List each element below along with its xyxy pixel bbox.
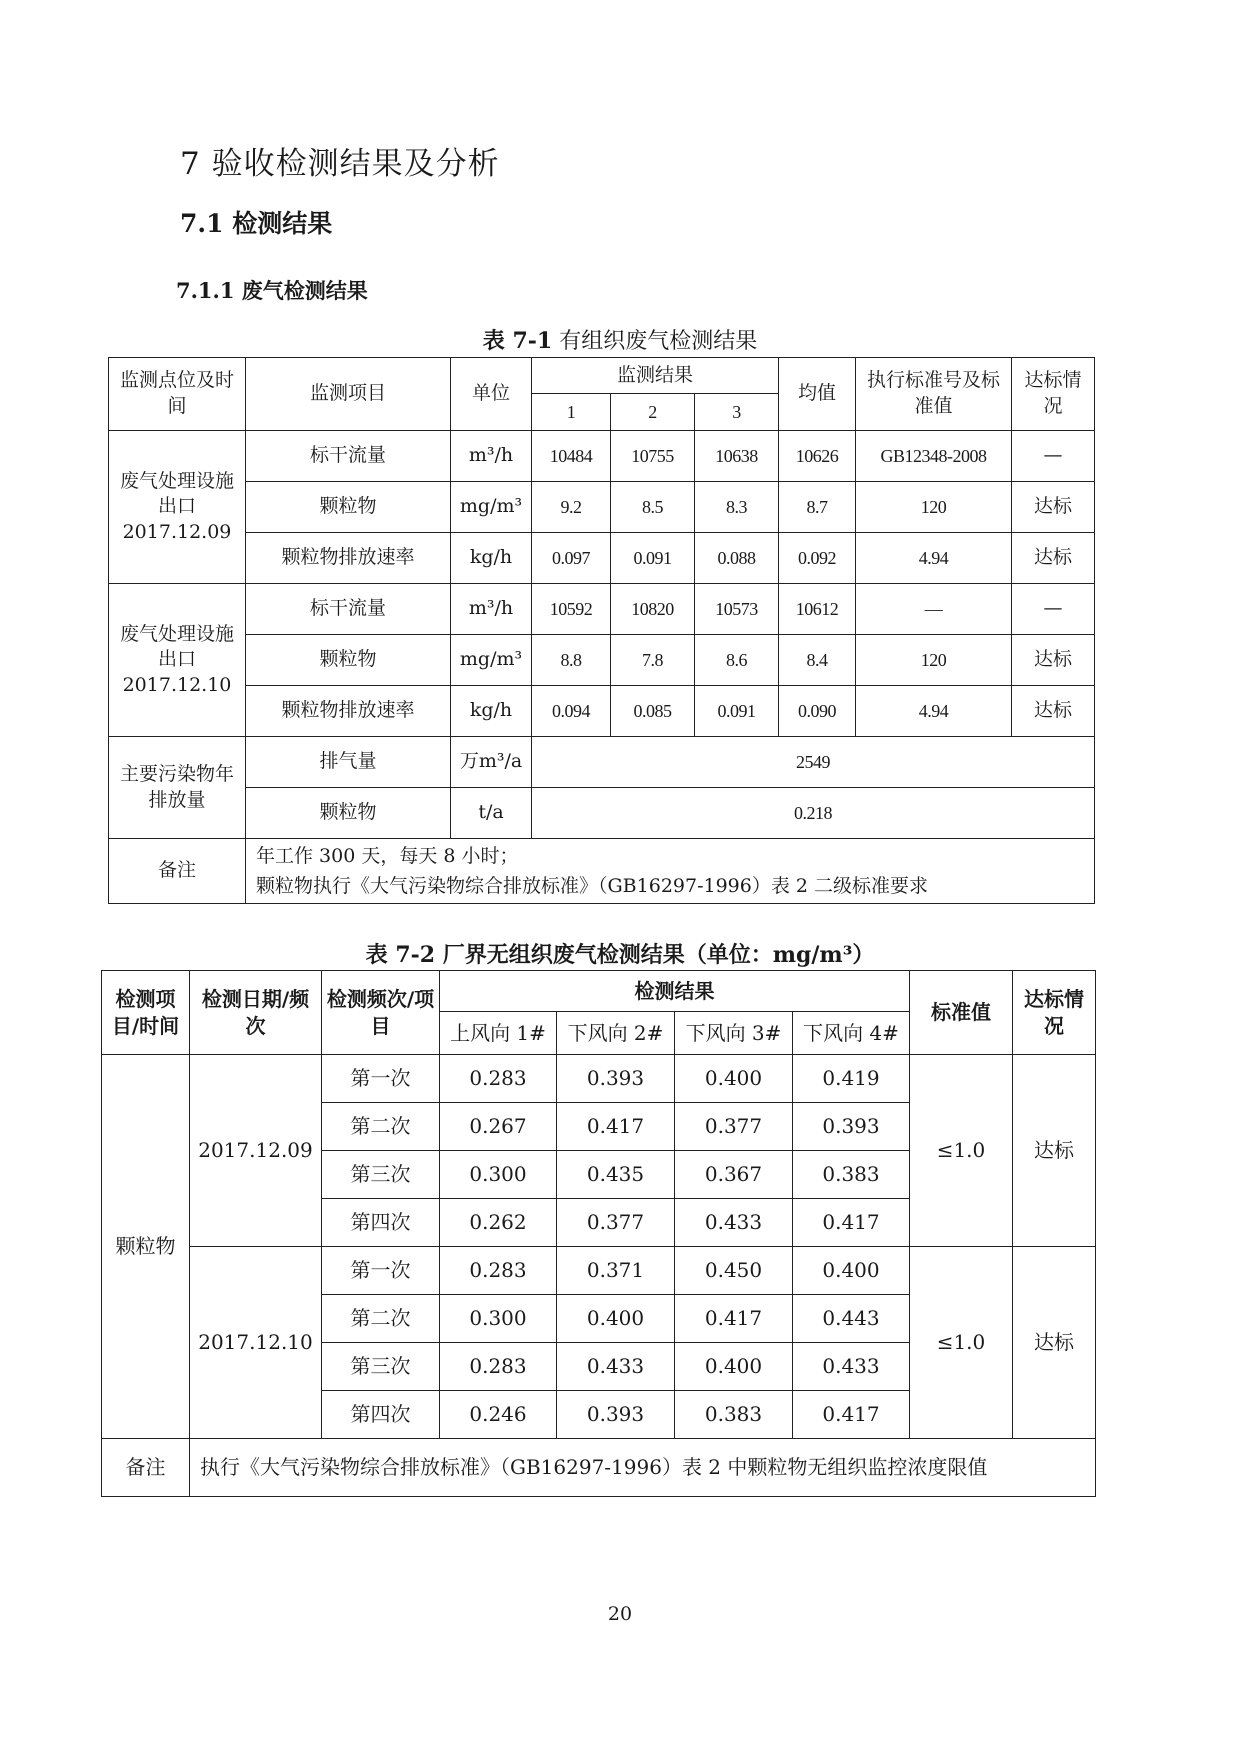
mean-cell: 8.7 xyxy=(779,482,856,533)
header-point-2: 下风向 2# xyxy=(557,1012,675,1055)
table-row xyxy=(102,1055,1096,1103)
point-date: 2017.12.09 xyxy=(122,520,232,543)
date-cell: 2017.12.09 xyxy=(190,1055,322,1247)
value-cell: 0.267 xyxy=(440,1103,557,1151)
freq-cell: 第四次 xyxy=(322,1391,440,1439)
table-organized-emission xyxy=(108,357,1095,904)
table2-note-row xyxy=(102,1439,1096,1497)
unit-cell: t/a xyxy=(451,788,532,839)
freq-cell: 第一次 xyxy=(322,1055,440,1103)
value-cell: 0.377 xyxy=(675,1103,793,1151)
header-item: 监测项目 xyxy=(246,358,451,431)
standard-cell: 4.94 xyxy=(856,686,1012,737)
value-cell: 10573 xyxy=(695,584,779,635)
item-cell: 颗粒物 xyxy=(246,788,451,839)
value-cell: 0.085 xyxy=(611,686,695,737)
table1-caption-number: 表 7-1 xyxy=(482,328,553,354)
sub-subsection-title: 7.1.1 废气检测结果 xyxy=(176,278,368,303)
header-point-3: 下风向 3# xyxy=(675,1012,793,1055)
annual-value: 2549 xyxy=(532,737,1095,788)
value-cell: 0.417 xyxy=(557,1103,675,1151)
header-result: 监测结果 xyxy=(532,358,779,394)
table2-caption: 表 7-2 厂界无组织废气检测结果（单位：mg/m³） xyxy=(365,942,875,968)
page-number: 20 xyxy=(607,1603,633,1625)
table-row xyxy=(102,1247,1096,1295)
value-cell: 9.2 xyxy=(532,482,611,533)
value-cell: 0.417 xyxy=(793,1199,910,1247)
date-cell: 2017.12.10 xyxy=(190,1247,322,1439)
unit-cell: m³/h xyxy=(451,584,532,635)
table1-header-row xyxy=(109,358,1095,394)
standard-cell: 4.94 xyxy=(856,533,1012,584)
table-row xyxy=(109,686,1095,737)
note-line: 年工作 300 天，每天 8 小时； xyxy=(256,844,519,867)
value-cell: 0.246 xyxy=(440,1391,557,1439)
header-status: 达标情况 xyxy=(1013,971,1096,1055)
value-cell: 10592 xyxy=(532,584,611,635)
header-mean: 均值 xyxy=(779,358,856,431)
value-cell: 10638 xyxy=(695,431,779,482)
status-cell: — xyxy=(1012,431,1095,482)
point-cell xyxy=(109,584,246,737)
value-cell: 0.433 xyxy=(557,1343,675,1391)
status-cell: 达标 xyxy=(1012,533,1095,584)
note-line: 颗粒物执行《大气污染物综合排放标准》（GB16297-1996）表 2 二级标准要求 xyxy=(256,875,929,897)
value-cell: 0.417 xyxy=(675,1295,793,1343)
item-cell: 颗粒物 xyxy=(246,482,451,533)
value-cell: 0.393 xyxy=(793,1103,910,1151)
note-content xyxy=(246,839,1095,904)
mean-cell: 0.092 xyxy=(779,533,856,584)
header-result: 检测结果 xyxy=(440,971,910,1012)
standard-cell: 120 xyxy=(856,482,1012,533)
table1-note-row xyxy=(109,839,1095,904)
table-row xyxy=(109,482,1095,533)
value-cell: 0.383 xyxy=(793,1151,910,1199)
value-cell: 0.283 xyxy=(440,1343,557,1391)
header-unit: 单位 xyxy=(451,358,532,431)
unit-cell: mg/m³ xyxy=(451,635,532,686)
value-cell: 0.377 xyxy=(557,1199,675,1247)
item-cell: 标干流量 xyxy=(246,431,451,482)
unit-cell: 万m³/a xyxy=(451,737,532,788)
status-cell: 达标 xyxy=(1012,482,1095,533)
value-cell: 0.367 xyxy=(675,1151,793,1199)
value-cell: 0.393 xyxy=(557,1391,675,1439)
value-cell: 0.419 xyxy=(793,1055,910,1103)
standard-cell: 120 xyxy=(856,635,1012,686)
table1-caption xyxy=(0,324,1240,355)
freq-cell: 第三次 xyxy=(322,1343,440,1391)
value-cell: 0.283 xyxy=(440,1247,557,1295)
mean-cell: 8.4 xyxy=(779,635,856,686)
unit-cell: m³/h xyxy=(451,431,532,482)
value-cell: 10484 xyxy=(532,431,611,482)
value-cell: 0.450 xyxy=(675,1247,793,1295)
value-cell: 0.400 xyxy=(675,1055,793,1103)
item-cell: 颗粒物 xyxy=(246,635,451,686)
value-cell: 0.433 xyxy=(793,1343,910,1391)
value-cell: 8.6 xyxy=(695,635,779,686)
value-cell: 0.262 xyxy=(440,1199,557,1247)
unit-cell: mg/m³ xyxy=(451,482,532,533)
subsection-title: 7.1 检测结果 xyxy=(180,209,333,238)
header-standard: 标准值 xyxy=(910,971,1013,1055)
table-row xyxy=(109,533,1095,584)
mean-cell: 10612 xyxy=(779,584,856,635)
standard-cell: ≤1.0 xyxy=(910,1055,1013,1247)
value-cell: 0.300 xyxy=(440,1151,557,1199)
header-r3: 3 xyxy=(695,394,779,431)
standard-cell: GB12348-2008 xyxy=(856,431,1012,482)
value-cell: 0.400 xyxy=(675,1343,793,1391)
header-r1: 1 xyxy=(532,394,611,431)
item-cell: 颗粒物排放速率 xyxy=(246,686,451,737)
value-cell: 0.435 xyxy=(557,1151,675,1199)
value-cell: 0.094 xyxy=(532,686,611,737)
status-cell: 达标 xyxy=(1012,686,1095,737)
header-date-freq: 检测日期/频次 xyxy=(190,971,322,1055)
value-cell: 10820 xyxy=(611,584,695,635)
freq-cell: 第一次 xyxy=(322,1247,440,1295)
unit-cell: kg/h xyxy=(451,686,532,737)
item-cell: 排气量 xyxy=(246,737,451,788)
value-cell: 0.091 xyxy=(611,533,695,584)
section-title: 7 验收检测结果及分析 xyxy=(180,146,500,182)
value-cell: 10755 xyxy=(611,431,695,482)
mean-cell: 0.090 xyxy=(779,686,856,737)
status-cell: 达标 xyxy=(1012,635,1095,686)
note-label: 备注 xyxy=(109,839,246,904)
table-row xyxy=(109,431,1095,482)
annual-value: 0.218 xyxy=(532,788,1095,839)
table-row xyxy=(109,584,1095,635)
value-cell: 0.400 xyxy=(557,1295,675,1343)
value-cell: 8.5 xyxy=(611,482,695,533)
value-cell: 8.8 xyxy=(532,635,611,686)
table1-caption-text: 有组织废气检测结果 xyxy=(552,329,758,354)
point-name: 废气处理设施出口 xyxy=(119,622,234,671)
note-label: 备注 xyxy=(102,1439,190,1497)
header-item-time: 检测项目/时间 xyxy=(102,971,190,1055)
value-cell: 0.417 xyxy=(793,1391,910,1439)
value-cell: 0.400 xyxy=(793,1247,910,1295)
header-r2: 2 xyxy=(611,394,695,431)
pollutant-cell: 颗粒物 xyxy=(102,1055,190,1439)
mean-cell: 10626 xyxy=(779,431,856,482)
freq-cell: 第二次 xyxy=(322,1295,440,1343)
value-cell: 0.091 xyxy=(695,686,779,737)
point-date: 2017.12.10 xyxy=(122,673,232,696)
table-row xyxy=(109,635,1095,686)
freq-cell: 第二次 xyxy=(322,1103,440,1151)
freq-cell: 第三次 xyxy=(322,1151,440,1199)
table2-header-row xyxy=(102,971,1096,1012)
status-cell: 达标 xyxy=(1013,1247,1096,1439)
value-cell: 0.383 xyxy=(675,1391,793,1439)
value-cell: 0.300 xyxy=(440,1295,557,1343)
header-point-4: 下风向 4# xyxy=(793,1012,910,1055)
value-cell: 8.3 xyxy=(695,482,779,533)
note-content: 执行《大气污染物综合排放标准》（GB16297-1996）表 2 中颗粒物无组织监控浓度限值 xyxy=(190,1439,1096,1497)
value-cell: 0.088 xyxy=(695,533,779,584)
standard-cell: ≤1.0 xyxy=(910,1247,1013,1439)
value-cell: 0.443 xyxy=(793,1295,910,1343)
value-cell: 0.097 xyxy=(532,533,611,584)
item-cell: 标干流量 xyxy=(246,584,451,635)
value-cell: 7.8 xyxy=(611,635,695,686)
header-standard: 执行标准号及标准值 xyxy=(856,358,1012,431)
standard-cell: — xyxy=(856,584,1012,635)
value-cell: 0.393 xyxy=(557,1055,675,1103)
header-point-time: 监测点位及时间 xyxy=(109,358,246,431)
status-cell: — xyxy=(1012,584,1095,635)
value-cell: 0.371 xyxy=(557,1247,675,1295)
freq-cell: 第四次 xyxy=(322,1199,440,1247)
item-cell: 颗粒物排放速率 xyxy=(246,533,451,584)
unit-cell: kg/h xyxy=(451,533,532,584)
table-row xyxy=(109,737,1095,788)
point-cell xyxy=(109,431,246,584)
header-status: 达标情况 xyxy=(1012,358,1095,431)
table-row xyxy=(109,788,1095,839)
value-cell: 0.433 xyxy=(675,1199,793,1247)
header-point-1: 上风向 1# xyxy=(440,1012,557,1055)
header-freq-item: 检测频次/项目 xyxy=(322,971,440,1055)
point-name: 废气处理设施出口 xyxy=(119,469,234,518)
annual-label: 主要污染物年排放量 xyxy=(109,737,246,839)
value-cell: 0.283 xyxy=(440,1055,557,1103)
status-cell: 达标 xyxy=(1013,1055,1096,1247)
table-fugitive-emission xyxy=(101,970,1096,1497)
